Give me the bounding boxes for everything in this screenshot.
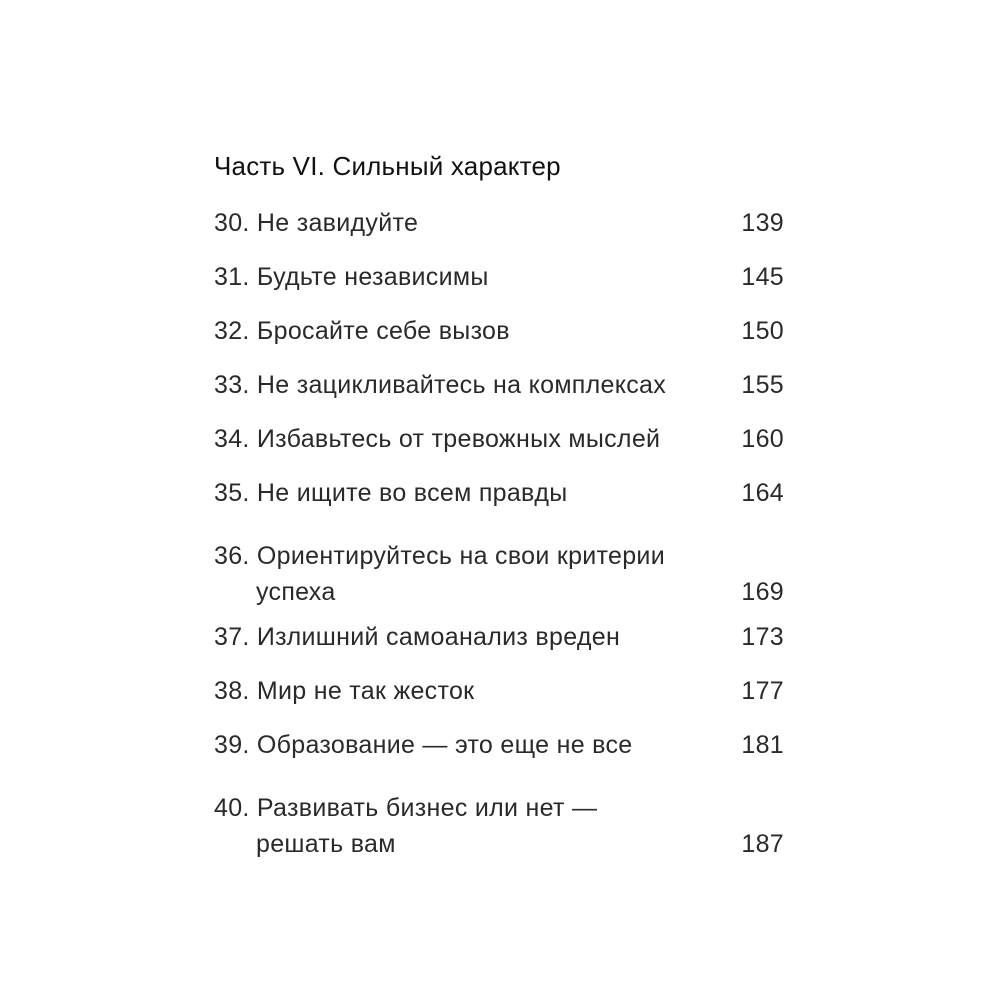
toc-entry [214, 466, 784, 520]
toc-entry [214, 412, 784, 466]
toc-entry-title-continued: успеха [256, 578, 336, 606]
toc-entry-number: 40. [214, 794, 250, 822]
toc-entry-number: 31. [214, 263, 250, 291]
toc-entry-page: 169 [741, 578, 784, 606]
toc-entry-number: 36. [214, 542, 250, 570]
toc-entry-page: 181 [741, 731, 784, 759]
toc-entry [214, 304, 784, 358]
toc-entry-page: 187 [741, 830, 784, 858]
toc-entry-title: 37. Излишний самоанализ вреден [214, 623, 621, 651]
toc-entry [214, 610, 784, 664]
toc-entry-title-continued: решать вам [256, 830, 396, 858]
toc-entry-title: 32. Бросайте себе вызов [214, 317, 510, 345]
toc-entry-title: 36. Ориентируйтесь на свои критерии успеха [214, 538, 665, 610]
toc-entry [214, 358, 784, 412]
toc-entry-number: 33. [214, 371, 250, 399]
toc-entry-number: 38. [214, 677, 250, 705]
toc-entry [214, 250, 784, 304]
toc-entry-number: 35. [214, 479, 250, 507]
toc-entry-title: 38. Мир не так жесток [214, 677, 475, 705]
toc-entry [214, 196, 784, 250]
toc-entry-title: 40. Развивать бизнес или нет — решать вам [214, 790, 597, 862]
toc-entry-page: 173 [741, 623, 784, 651]
toc-entry-page: 164 [741, 479, 784, 507]
toc-entry-number: 32. [214, 317, 250, 345]
toc-entry-title: 34. Избавьтесь от тревожных мыслей [214, 425, 661, 453]
toc-entry-title: 35. Не ищите во всем правды [214, 479, 568, 507]
toc-entry [214, 520, 784, 610]
table-of-contents [214, 146, 784, 862]
part-title: Часть VI. Сильный характер [214, 151, 561, 181]
toc-entry-title: 39. Образование — это еще не все [214, 731, 633, 759]
toc-entry-title: 33. Не зацикливайтесь на комплексах [214, 371, 667, 399]
toc-entry-page: 139 [741, 209, 784, 237]
toc-entry-number: 30. [214, 209, 250, 237]
toc-entry [214, 664, 784, 718]
toc-entry-page: 177 [741, 677, 784, 705]
toc-entry-title: 31. Будьте независимы [214, 263, 489, 291]
toc-entry [214, 718, 784, 772]
toc-entry-number: 34. [214, 425, 250, 453]
toc-entry-page: 145 [741, 263, 784, 291]
toc-entry-page: 150 [741, 317, 784, 345]
toc-entry [214, 772, 784, 862]
toc-entry-page: 160 [741, 425, 784, 453]
toc-entry-number: 37. [214, 623, 250, 651]
toc-entry-number: 39. [214, 731, 250, 759]
toc-entry-page: 155 [741, 371, 784, 399]
toc-entry-title: 30. Не завидуйте [214, 209, 419, 237]
